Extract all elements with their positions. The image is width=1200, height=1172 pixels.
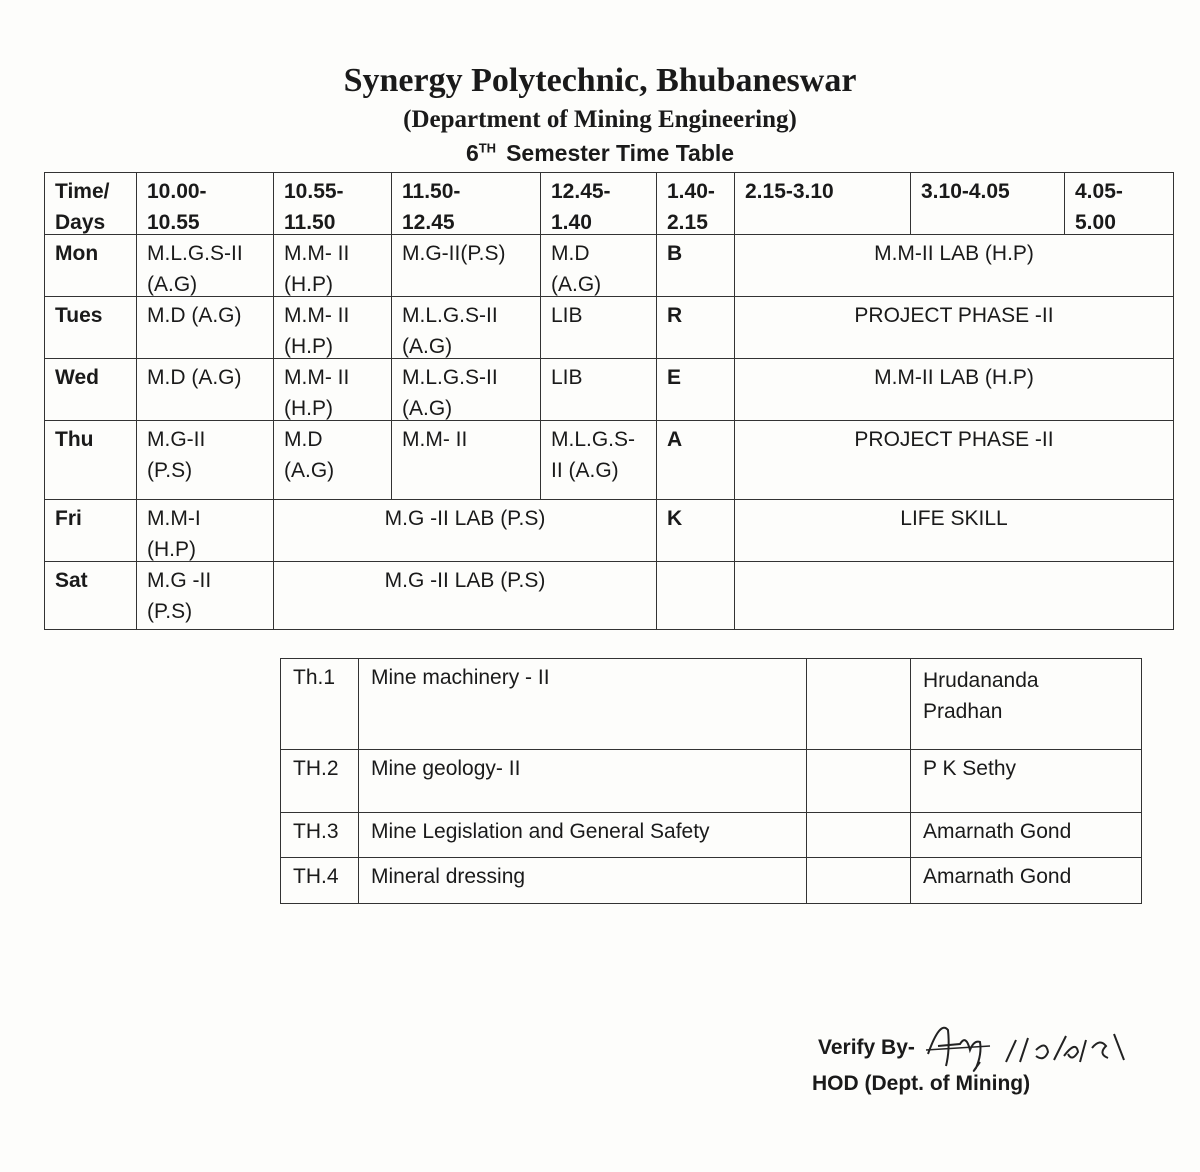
hod-label: HOD (Dept. of Mining) bbox=[812, 1072, 1031, 1095]
tue-slot-4: LIB bbox=[540, 296, 657, 359]
subject-code: Th.1 bbox=[280, 658, 359, 750]
semester-suffix: TH bbox=[478, 140, 497, 156]
break-letter-k: K bbox=[656, 499, 735, 562]
semester-heading bbox=[0, 140, 1200, 167]
header-slot-5: 1.40- 2.15 bbox=[656, 172, 735, 235]
break-letter-r: R bbox=[656, 296, 735, 359]
thu-slot-1: M.G-II (P.S) bbox=[136, 420, 274, 500]
day-sat: Sat bbox=[44, 561, 137, 630]
institute-title: Synergy Polytechnic, Bhubaneswar bbox=[343, 62, 857, 99]
day-thu: Thu bbox=[44, 420, 137, 500]
wed-slot-4: LIB bbox=[540, 358, 657, 421]
sat-break-cell bbox=[656, 561, 735, 630]
subject-name: Mine Legislation and General Safety bbox=[358, 812, 807, 858]
day-wed: Wed bbox=[44, 358, 137, 421]
mon-afternoon: M.M-II LAB (H.P) bbox=[734, 234, 1174, 297]
signature-icon bbox=[920, 1010, 1140, 1090]
timetable bbox=[44, 172, 1174, 630]
subject-name: Mineral dressing bbox=[358, 857, 807, 904]
wed-slot-2: M.M- II (H.P) bbox=[273, 358, 392, 421]
semester-number: 6 bbox=[465, 140, 479, 166]
semester-label: Semester Time Table bbox=[506, 140, 735, 166]
subject-code: TH.2 bbox=[280, 749, 359, 813]
subject-name: Mine machinery - II bbox=[358, 658, 807, 750]
header-time-days: Time/ Days bbox=[44, 172, 137, 235]
tue-slot-1: M.D (A.G) bbox=[136, 296, 274, 359]
fri-afternoon: LIFE SKILL bbox=[734, 499, 1174, 562]
header-slot-2: 10.55- 11.50 bbox=[273, 172, 392, 235]
subject-teacher: Amarnath Gond bbox=[910, 857, 1142, 904]
mon-slot-4: M.D (A.G) bbox=[540, 234, 657, 297]
sat-lab: M.G -II LAB (P.S) bbox=[273, 561, 657, 630]
break-letter-e: E bbox=[656, 358, 735, 421]
thu-slot-4: M.L.G.S- II (A.G) bbox=[540, 420, 657, 500]
subject-code: TH.4 bbox=[280, 857, 359, 904]
wed-afternoon: M.M-II LAB (H.P) bbox=[734, 358, 1174, 421]
day-tue: Tues bbox=[44, 296, 137, 359]
verify-label: Verify By- bbox=[818, 1036, 915, 1059]
thu-slot-2: M.D (A.G) bbox=[273, 420, 392, 500]
subject-blank bbox=[806, 812, 911, 858]
sat-slot-1: M.G -II (P.S) bbox=[136, 561, 274, 630]
subject-name: Mine geology- II bbox=[358, 749, 807, 813]
mon-slot-2: M.M- II (H.P) bbox=[273, 234, 392, 297]
header-slot-1: 10.00- 10.55 bbox=[136, 172, 274, 235]
header-slot-4: 12.45- 1.40 bbox=[540, 172, 657, 235]
mon-slot-1: M.L.G.S-II (A.G) bbox=[136, 234, 274, 297]
tue-slot-2: M.M- II (H.P) bbox=[273, 296, 392, 359]
header-slot-7: 3.10-4.05 bbox=[910, 172, 1065, 235]
subject-teacher: Hrudananda Pradhan bbox=[910, 658, 1142, 750]
subject-blank bbox=[806, 857, 911, 904]
wed-slot-3: M.L.G.S-II (A.G) bbox=[391, 358, 541, 421]
subject-teacher: P K Sethy bbox=[910, 749, 1142, 813]
fri-lab: M.G -II LAB (P.S) bbox=[273, 499, 657, 562]
thu-slot-3: M.M- II bbox=[391, 420, 541, 500]
day-fri: Fri bbox=[44, 499, 137, 562]
subject-blank bbox=[806, 749, 911, 813]
header-slot-8: 4.05- 5.00 bbox=[1064, 172, 1174, 235]
tue-afternoon: PROJECT PHASE -II bbox=[734, 296, 1174, 359]
subject-blank bbox=[806, 658, 911, 750]
mon-slot-3: M.G-II(P.S) bbox=[391, 234, 541, 297]
sat-afternoon bbox=[734, 561, 1174, 630]
wed-slot-1: M.D (A.G) bbox=[136, 358, 274, 421]
day-mon: Mon bbox=[44, 234, 137, 297]
break-letter-b: B bbox=[656, 234, 735, 297]
department-subtitle: (Department of Mining Engineering) bbox=[403, 106, 797, 133]
header-slot-3: 11.50- 12.45 bbox=[391, 172, 541, 235]
break-letter-a: A bbox=[656, 420, 735, 500]
subject-teacher: Amarnath Gond bbox=[910, 812, 1142, 858]
fri-slot-1: M.M-I (H.P) bbox=[136, 499, 274, 562]
subject-code: TH.3 bbox=[280, 812, 359, 858]
subject-table bbox=[280, 658, 1142, 904]
tue-slot-3: M.L.G.S-II (A.G) bbox=[391, 296, 541, 359]
header-slot-6: 2.15-3.10 bbox=[734, 172, 911, 235]
thu-afternoon: PROJECT PHASE -II bbox=[734, 420, 1174, 500]
